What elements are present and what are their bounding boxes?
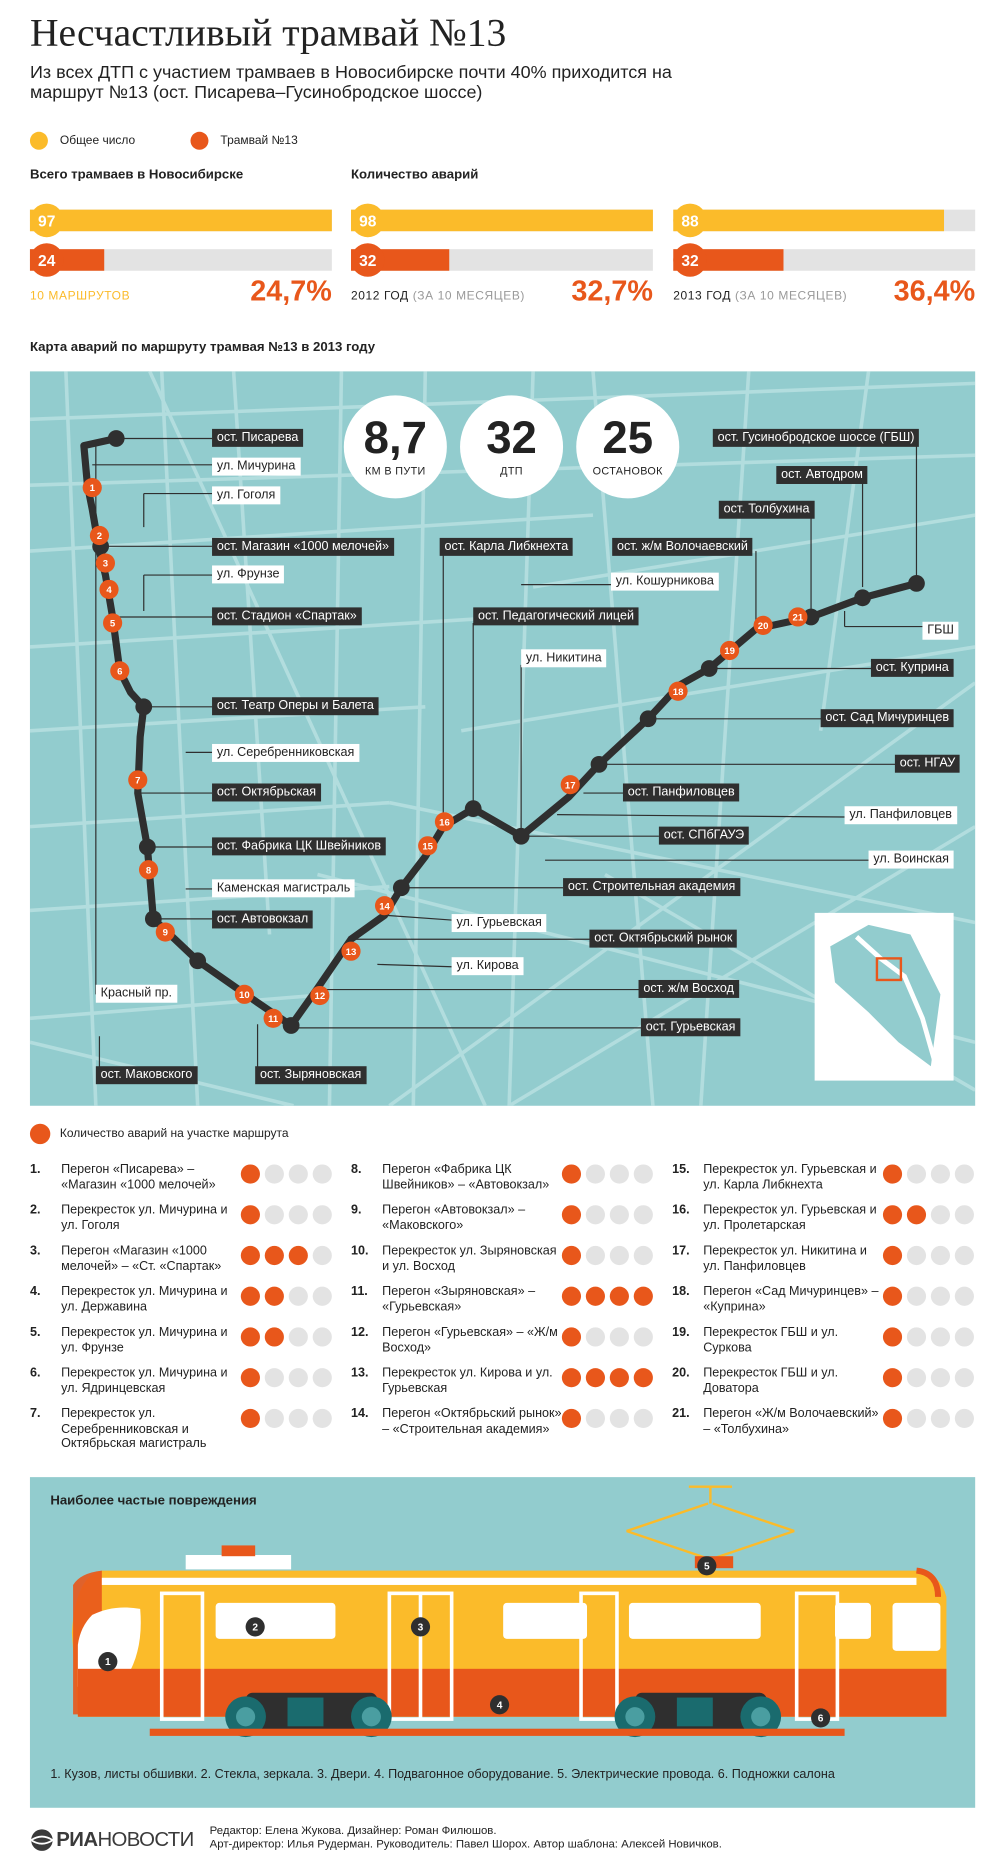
accident-marker: 21 bbox=[788, 607, 807, 626]
stats-header-trams: Всего трамваев в Новосибирске bbox=[29, 167, 244, 183]
accident-description: Перекресток ул. Гурьевская и ул. Пролетарская bbox=[703, 1202, 877, 1233]
accident-item bbox=[30, 1284, 339, 1325]
stats-percent: 32,7% bbox=[571, 275, 653, 308]
accident-dot-empty bbox=[265, 1164, 284, 1183]
accident-number: 4. bbox=[29, 1284, 41, 1299]
accident-count-dots bbox=[241, 1368, 332, 1387]
accident-number: 2. bbox=[29, 1202, 41, 1218]
accident-dot-empty bbox=[931, 1205, 950, 1224]
accident-dot-empty bbox=[313, 1164, 332, 1183]
accident-count-dots bbox=[883, 1205, 974, 1224]
map-label: ГБШ bbox=[922, 622, 958, 640]
accident-count-dots bbox=[883, 1409, 974, 1428]
accident-dot-filled bbox=[562, 1205, 581, 1224]
accident-count-dots bbox=[241, 1327, 332, 1346]
accident-dot-filled bbox=[562, 1409, 581, 1428]
accident-number: 14. bbox=[351, 1406, 369, 1421]
map-label: ост. Строительная академия bbox=[563, 878, 740, 896]
accident-number: 13. bbox=[351, 1365, 369, 1381]
map-label: ул. Фрунзе bbox=[212, 565, 284, 583]
damages-section bbox=[30, 1477, 975, 1808]
total-value: 88 bbox=[673, 204, 707, 238]
accident-item bbox=[672, 1406, 981, 1447]
tram-value: 32 bbox=[673, 243, 707, 277]
stats-note-extra: (ЗА 10 МЕСЯЦЕВ) bbox=[408, 289, 526, 304]
accident-count-dots bbox=[241, 1246, 332, 1265]
accident-dot-empty bbox=[586, 1327, 605, 1346]
pantograph bbox=[627, 1487, 795, 1559]
accident-description: Перекресток ул. Кирова и ул. Гурьевская bbox=[382, 1365, 553, 1396]
accident-number: 10. bbox=[351, 1243, 369, 1258]
stat-km-caption: КМ В ПУТИ bbox=[365, 464, 426, 477]
total-bar-fill bbox=[673, 210, 944, 232]
stat-stops-value: 25 bbox=[602, 413, 654, 464]
accident-dot-empty bbox=[955, 1409, 974, 1428]
accident-count-dots bbox=[883, 1287, 974, 1306]
map-label: ост. Фабрика ЦК Швейников bbox=[212, 837, 386, 855]
accident-dot-filled bbox=[241, 1409, 260, 1428]
accident-number: 21. bbox=[672, 1406, 690, 1421]
stats-note bbox=[673, 290, 847, 303]
damage-marker: 3 bbox=[411, 1617, 430, 1636]
stats-note-extra: (ЗА 10 МЕСЯЦЕВ) bbox=[731, 289, 848, 304]
map-label: ост. Толбухина bbox=[719, 501, 814, 519]
accident-number: 15. bbox=[672, 1162, 690, 1177]
accident-item bbox=[30, 1366, 339, 1407]
accident-number: 12. bbox=[351, 1324, 369, 1340]
map-label: ост. Стадион «Спартак» bbox=[212, 607, 361, 625]
tram-illustration bbox=[30, 1477, 975, 1808]
accidents-legend-dot bbox=[30, 1124, 50, 1144]
stat-stops bbox=[576, 395, 679, 498]
accident-item bbox=[672, 1366, 981, 1407]
accident-marker: 9 bbox=[156, 922, 175, 941]
map-label: ост. Сад Мичуринцев bbox=[821, 709, 954, 727]
map-label: ост. Магазин «1000 мелочей» bbox=[212, 538, 394, 556]
total-value: 97 bbox=[30, 204, 64, 238]
accident-number: 11. bbox=[351, 1284, 368, 1299]
accident-marker: 1 bbox=[83, 478, 102, 497]
stats-percent: 24,7% bbox=[250, 275, 332, 308]
accident-dot-filled bbox=[883, 1246, 902, 1265]
accident-marker: 18 bbox=[668, 682, 687, 701]
total-bar bbox=[673, 210, 975, 232]
map-label: ул. Кошурникова bbox=[611, 573, 719, 591]
stats-note-year: 2012 ГОД bbox=[351, 289, 409, 304]
accident-count-dots bbox=[562, 1409, 653, 1428]
accident-item bbox=[672, 1244, 981, 1285]
accident-number: 6. bbox=[29, 1365, 41, 1381]
map-label: ост. Гусинобродское шоссе (ГБШ) bbox=[713, 429, 919, 447]
accident-item bbox=[351, 1162, 660, 1203]
accident-number: 7. bbox=[29, 1406, 41, 1421]
accident-description: Перегон «Сад Мичуринцев» – «Куприна» bbox=[703, 1284, 879, 1314]
map-label: ост. Карла Либкнехта bbox=[440, 538, 573, 556]
accident-count-dots bbox=[241, 1164, 332, 1183]
accident-dot-empty bbox=[265, 1368, 284, 1387]
accident-dot-empty bbox=[931, 1246, 950, 1265]
damage-marker: 4 bbox=[490, 1695, 509, 1714]
accident-marker: 17 bbox=[561, 775, 580, 794]
legend-total-label: Общее число bbox=[59, 134, 136, 148]
stat-dtp-value: 32 bbox=[486, 413, 537, 464]
accident-count-dots bbox=[562, 1368, 653, 1387]
page-title: Несчастливый трамвай №13 bbox=[29, 11, 507, 56]
damages-caption: 1. Кузов, листы обшивки. 2. Стекла, зеркала. 3. Двери. 4. Подвагонное оборудование. 5. Электрические провода. 6. Подножки салона bbox=[50, 1767, 835, 1782]
map-label: ост. Куприна bbox=[871, 659, 954, 677]
accident-count-dots bbox=[562, 1205, 653, 1224]
map-label: Красный пр. bbox=[96, 985, 177, 1003]
credits-line-2: Арт-директор: Илья Рудерман. Руководитель: Павел Шорох. Автор шаблона: Алексей Новичков. bbox=[209, 1837, 722, 1851]
tram-value: 32 bbox=[351, 243, 385, 277]
total-value: 98 bbox=[351, 204, 385, 238]
accident-dot-filled bbox=[265, 1287, 284, 1306]
accident-count-dots bbox=[241, 1409, 332, 1428]
accident-item bbox=[672, 1162, 981, 1203]
map-label: ост. Маковского bbox=[96, 1066, 197, 1084]
map-label: ул. Гурьевская bbox=[452, 914, 547, 932]
accident-count-dots bbox=[562, 1327, 653, 1346]
accident-marker: 15 bbox=[418, 836, 437, 855]
accident-dot-empty bbox=[313, 1327, 332, 1346]
accident-dot-empty bbox=[907, 1287, 926, 1306]
accident-number: 16. bbox=[672, 1202, 690, 1218]
damage-marker: 6 bbox=[811, 1708, 830, 1727]
accident-item bbox=[672, 1325, 981, 1366]
accident-dot-empty bbox=[907, 1409, 926, 1428]
accident-dot-filled bbox=[562, 1287, 581, 1306]
stat-dtp-caption: ДТП bbox=[500, 464, 523, 477]
accident-dot-empty bbox=[313, 1368, 332, 1387]
accident-dot-empty bbox=[289, 1409, 308, 1428]
accident-description: Перегон «Зыряновская» – «Гурьевская» bbox=[382, 1284, 536, 1314]
accident-marker: 16 bbox=[435, 812, 454, 831]
accident-dot-empty bbox=[931, 1368, 950, 1387]
accident-number: 1. bbox=[29, 1162, 41, 1177]
accident-dot-empty bbox=[931, 1327, 950, 1346]
accident-dot-filled bbox=[241, 1246, 260, 1265]
accident-marker: 2 bbox=[90, 526, 109, 545]
damages-title: Наиболее частые повреждения bbox=[50, 1493, 257, 1509]
map-label: ул. Кирова bbox=[452, 957, 524, 975]
credits-line-1: Редактор: Елена Жукова. Дизайнер: Роман Филюшов. bbox=[209, 1824, 497, 1838]
accident-dot-empty bbox=[586, 1246, 605, 1265]
accident-dot-empty bbox=[610, 1409, 629, 1428]
accident-dot-filled bbox=[634, 1287, 653, 1306]
accident-description: Перекресток ул. Мичурина и ул. Гоголя bbox=[61, 1202, 228, 1233]
accident-item bbox=[351, 1366, 660, 1407]
accident-description: Перекресток ул. Мичурина и ул. Фрунзе bbox=[61, 1324, 228, 1355]
accident-dot-empty bbox=[313, 1409, 332, 1428]
accident-count-dots bbox=[562, 1164, 653, 1183]
damage-marker: 2 bbox=[246, 1617, 265, 1636]
accident-dot-empty bbox=[289, 1368, 308, 1387]
total-bar bbox=[30, 210, 332, 232]
accident-number: 8. bbox=[351, 1162, 362, 1177]
accident-dot-empty bbox=[634, 1164, 653, 1183]
accident-dot-filled bbox=[907, 1205, 926, 1224]
accident-marker: 14 bbox=[375, 896, 394, 915]
accident-description: Перегон «Гурьевская» – «Ж/м Восход» bbox=[382, 1324, 558, 1355]
logo-text bbox=[56, 1828, 193, 1852]
accident-dot-empty bbox=[289, 1164, 308, 1183]
accident-dot-filled bbox=[883, 1368, 902, 1387]
stats-note-year: 2013 ГОД bbox=[673, 289, 732, 304]
accident-marker: 11 bbox=[264, 1009, 283, 1028]
accident-item bbox=[672, 1203, 981, 1244]
accident-description: Перегон «Ж/м Волочаевский» – «Толбухина» bbox=[703, 1406, 879, 1436]
tram-bar bbox=[30, 249, 332, 271]
accident-item bbox=[29, 1406, 339, 1451]
accident-dot-filled bbox=[562, 1246, 581, 1265]
accident-item bbox=[351, 1284, 660, 1325]
accident-item bbox=[30, 1203, 339, 1244]
accident-dot-filled bbox=[562, 1368, 581, 1387]
accident-dot-empty bbox=[955, 1368, 974, 1387]
accident-description: Перекресток ГБШ и ул. Суркова bbox=[703, 1324, 839, 1355]
map-label: ост. Зыряновская bbox=[255, 1066, 366, 1084]
map-label: ул. Серебренниковская bbox=[212, 744, 359, 762]
accident-description: Перекресток ул. Зыряновская и ул. Восход bbox=[382, 1243, 557, 1273]
accident-description: Перекресток ГБШ и ул. Доватора bbox=[703, 1365, 839, 1396]
accident-item bbox=[351, 1244, 660, 1285]
map-title: Карта аварий по маршруту трамвая №13 в 2013 году bbox=[29, 340, 376, 355]
accident-dot-filled bbox=[241, 1164, 260, 1183]
stat-stops-caption: ОСТАНОВОК bbox=[592, 464, 663, 477]
accident-dot-empty bbox=[265, 1205, 284, 1224]
accident-dot-empty bbox=[313, 1287, 332, 1306]
accident-marker: 8 bbox=[139, 860, 158, 879]
accident-description: Перегон «Автовокзал» – «Маковского» bbox=[382, 1202, 526, 1233]
map-label: ул. Воинская bbox=[869, 851, 954, 869]
map-label: ост. ж/м Восход bbox=[639, 980, 739, 998]
accident-dot-filled bbox=[241, 1327, 260, 1346]
accident-item bbox=[351, 1203, 660, 1244]
accident-dot-empty bbox=[634, 1327, 653, 1346]
accident-dot-empty bbox=[634, 1205, 653, 1224]
accident-marker: 7 bbox=[128, 770, 147, 789]
accident-dot-filled bbox=[634, 1368, 653, 1387]
stat-dtp bbox=[460, 395, 563, 498]
accident-dot-empty bbox=[907, 1246, 926, 1265]
map-label: ост. Автодром bbox=[776, 466, 867, 484]
globe-icon bbox=[30, 1828, 54, 1852]
accident-marker: 4 bbox=[99, 580, 118, 599]
accident-count-dots bbox=[883, 1246, 974, 1265]
accident-dot-filled bbox=[241, 1368, 260, 1387]
map-label: Каменская магистраль bbox=[212, 879, 355, 897]
accident-dot-empty bbox=[313, 1246, 332, 1265]
accident-description: Перегон «Магазин «1000 мелочей» – «Ст. «Спартак» bbox=[61, 1243, 222, 1273]
map-label: ост. Автовокзал bbox=[212, 910, 313, 928]
accident-dot-empty bbox=[931, 1409, 950, 1428]
accident-dot-empty bbox=[907, 1164, 926, 1183]
accident-dot-filled bbox=[265, 1327, 284, 1346]
accident-dot-filled bbox=[265, 1246, 284, 1265]
accident-number: 20. bbox=[672, 1365, 690, 1381]
accidents-legend-label: Количество аварий на участке маршрута bbox=[59, 1127, 289, 1141]
accident-number: 17. bbox=[672, 1243, 690, 1258]
stat-km bbox=[344, 395, 447, 498]
accident-dot-empty bbox=[265, 1409, 284, 1428]
map-label: ост. Педагогический лицей bbox=[473, 607, 639, 625]
map-label: ул. Панфиловцев bbox=[845, 806, 957, 824]
stats-percent: 36,4% bbox=[893, 275, 976, 308]
accident-dot-empty bbox=[586, 1164, 605, 1183]
accident-description: Перегон «Писарева» – «Магазин «1000 мелочей» bbox=[61, 1162, 216, 1192]
total-bar bbox=[351, 210, 653, 232]
map-label: ул. Никитина bbox=[521, 649, 606, 667]
accident-marker: 20 bbox=[754, 616, 773, 635]
legend-tram-label: Трамвай №13 bbox=[220, 134, 298, 148]
damage-marker: 1 bbox=[98, 1652, 117, 1671]
damage-marker: 5 bbox=[697, 1556, 716, 1575]
accidents-list bbox=[30, 1162, 975, 1462]
legend-tram-dot bbox=[190, 132, 208, 150]
accident-dot-filled bbox=[883, 1327, 902, 1346]
accident-description: Перегон «Октябрьский рынок» – «Строительная академия» bbox=[382, 1406, 562, 1436]
accident-dot-empty bbox=[955, 1164, 974, 1183]
accident-dot-empty bbox=[931, 1164, 950, 1183]
accident-dot-empty bbox=[634, 1409, 653, 1428]
accident-dot-filled bbox=[241, 1287, 260, 1306]
accident-item bbox=[351, 1406, 660, 1447]
accident-dot-empty bbox=[289, 1205, 308, 1224]
accident-dot-filled bbox=[241, 1205, 260, 1224]
accident-dot-empty bbox=[955, 1287, 974, 1306]
accident-marker: 19 bbox=[720, 641, 739, 660]
map-label: ост. Октябрьская bbox=[212, 783, 321, 801]
map-label: ост. Писарева bbox=[212, 429, 303, 447]
accident-dot-filled bbox=[586, 1368, 605, 1387]
map-label: ост. НГАУ bbox=[895, 755, 960, 773]
accident-dot-empty bbox=[955, 1327, 974, 1346]
inset-map bbox=[815, 913, 954, 1081]
logo-suffix: НОВОСТИ bbox=[97, 1828, 194, 1851]
accident-dot-empty bbox=[610, 1205, 629, 1224]
accident-dot-filled bbox=[289, 1246, 308, 1265]
tram-bar bbox=[673, 249, 975, 271]
route-map bbox=[30, 371, 975, 1105]
accident-number: 5. bbox=[29, 1324, 41, 1340]
map-label: ост. Октябрьский рынок bbox=[589, 930, 737, 948]
stats-note bbox=[351, 290, 525, 303]
accident-item bbox=[30, 1244, 339, 1285]
accident-dot-empty bbox=[586, 1409, 605, 1428]
accident-dot-empty bbox=[289, 1327, 308, 1346]
accident-marker: 12 bbox=[310, 986, 329, 1005]
accident-dot-filled bbox=[883, 1205, 902, 1224]
accident-item bbox=[30, 1325, 339, 1366]
accident-dot-empty bbox=[931, 1287, 950, 1306]
accident-number: 19. bbox=[672, 1324, 690, 1340]
tram-value: 24 bbox=[30, 243, 64, 277]
stats-header-accidents: Количество аварий bbox=[351, 167, 479, 183]
map-label: ост. Панфиловцев bbox=[623, 783, 740, 801]
accident-description: Перекресток ул. Мичурина и ул. Державина bbox=[61, 1284, 228, 1314]
map-label: ост. ж/м Волочаевский bbox=[612, 538, 753, 556]
total-bar-fill bbox=[351, 210, 653, 232]
accident-dot-empty bbox=[955, 1246, 974, 1265]
accident-number: 18. bbox=[672, 1284, 690, 1299]
accident-item bbox=[672, 1284, 981, 1325]
map-label: ост. Театр Оперы и Балета bbox=[212, 697, 379, 715]
accident-dot-empty bbox=[586, 1205, 605, 1224]
accident-dot-filled bbox=[562, 1164, 581, 1183]
accident-dot-filled bbox=[562, 1327, 581, 1346]
accident-dot-empty bbox=[907, 1327, 926, 1346]
accident-number: 3. bbox=[29, 1243, 41, 1258]
accident-dot-filled bbox=[610, 1287, 629, 1306]
accident-count-dots bbox=[241, 1205, 332, 1224]
accident-dot-empty bbox=[955, 1205, 974, 1224]
accident-item bbox=[30, 1162, 339, 1203]
accident-dot-empty bbox=[610, 1164, 629, 1183]
accident-dot-empty bbox=[610, 1246, 629, 1265]
ria-logo bbox=[30, 1826, 210, 1855]
legend-total-dot bbox=[30, 132, 48, 150]
accident-marker: 3 bbox=[96, 553, 115, 572]
accident-description: Перекресток ул. Серебренниковская и Октябрьская магистраль bbox=[61, 1406, 207, 1451]
accident-description: Перекресток ул. Мичурина и ул. Ядринцевская bbox=[61, 1365, 228, 1396]
accident-marker: 6 bbox=[110, 661, 129, 680]
map-label: ул. Мичурина bbox=[212, 458, 300, 476]
tram-bar bbox=[351, 249, 653, 271]
accident-marker: 13 bbox=[341, 942, 360, 961]
accident-count-dots bbox=[883, 1164, 974, 1183]
accident-dot-filled bbox=[586, 1287, 605, 1306]
map-label: ост. СПбГАУЭ bbox=[659, 827, 749, 845]
accident-dot-filled bbox=[610, 1368, 629, 1387]
accident-count-dots bbox=[562, 1287, 653, 1306]
accident-dot-filled bbox=[883, 1409, 902, 1428]
accident-item bbox=[351, 1325, 660, 1366]
accident-description: Перегон «Фабрика ЦК Швейников» – «Автовокзал» bbox=[382, 1162, 550, 1192]
page-subtitle: Из всех ДТП с участием трамваев в Новосибирске почти 40% приходится на маршрут №13 (ост. Писарева–Гусинобродское шоссе) bbox=[29, 62, 672, 104]
accident-count-dots bbox=[883, 1368, 974, 1387]
accident-number: 9. bbox=[351, 1202, 362, 1218]
accident-dot-empty bbox=[313, 1205, 332, 1224]
stats-note: 10 МАРШРУТОВ bbox=[29, 289, 131, 304]
accident-count-dots bbox=[883, 1327, 974, 1346]
accident-dot-empty bbox=[610, 1327, 629, 1346]
map-label: ост. Гурьевская bbox=[641, 1018, 740, 1036]
stat-km-value: 8,7 bbox=[363, 413, 427, 464]
total-bar-fill bbox=[30, 210, 332, 232]
accident-dot-empty bbox=[289, 1287, 308, 1306]
accident-description: Перекресток ул. Гурьевская и ул. Карла Либкнехта bbox=[703, 1162, 877, 1192]
accident-dot-empty bbox=[907, 1368, 926, 1387]
accident-marker: 10 bbox=[235, 985, 254, 1004]
accident-count-dots bbox=[562, 1246, 653, 1265]
accident-dot-empty bbox=[634, 1246, 653, 1265]
accident-dot-filled bbox=[883, 1164, 902, 1183]
accident-dot-filled bbox=[883, 1287, 902, 1306]
accident-marker: 5 bbox=[103, 613, 122, 632]
map-label: ул. Гоголя bbox=[212, 486, 280, 504]
accident-count-dots bbox=[241, 1287, 332, 1306]
accident-description: Перекресток ул. Никитина и ул. Панфиловцев bbox=[703, 1243, 867, 1273]
logo-prefix: РИА bbox=[56, 1828, 98, 1851]
